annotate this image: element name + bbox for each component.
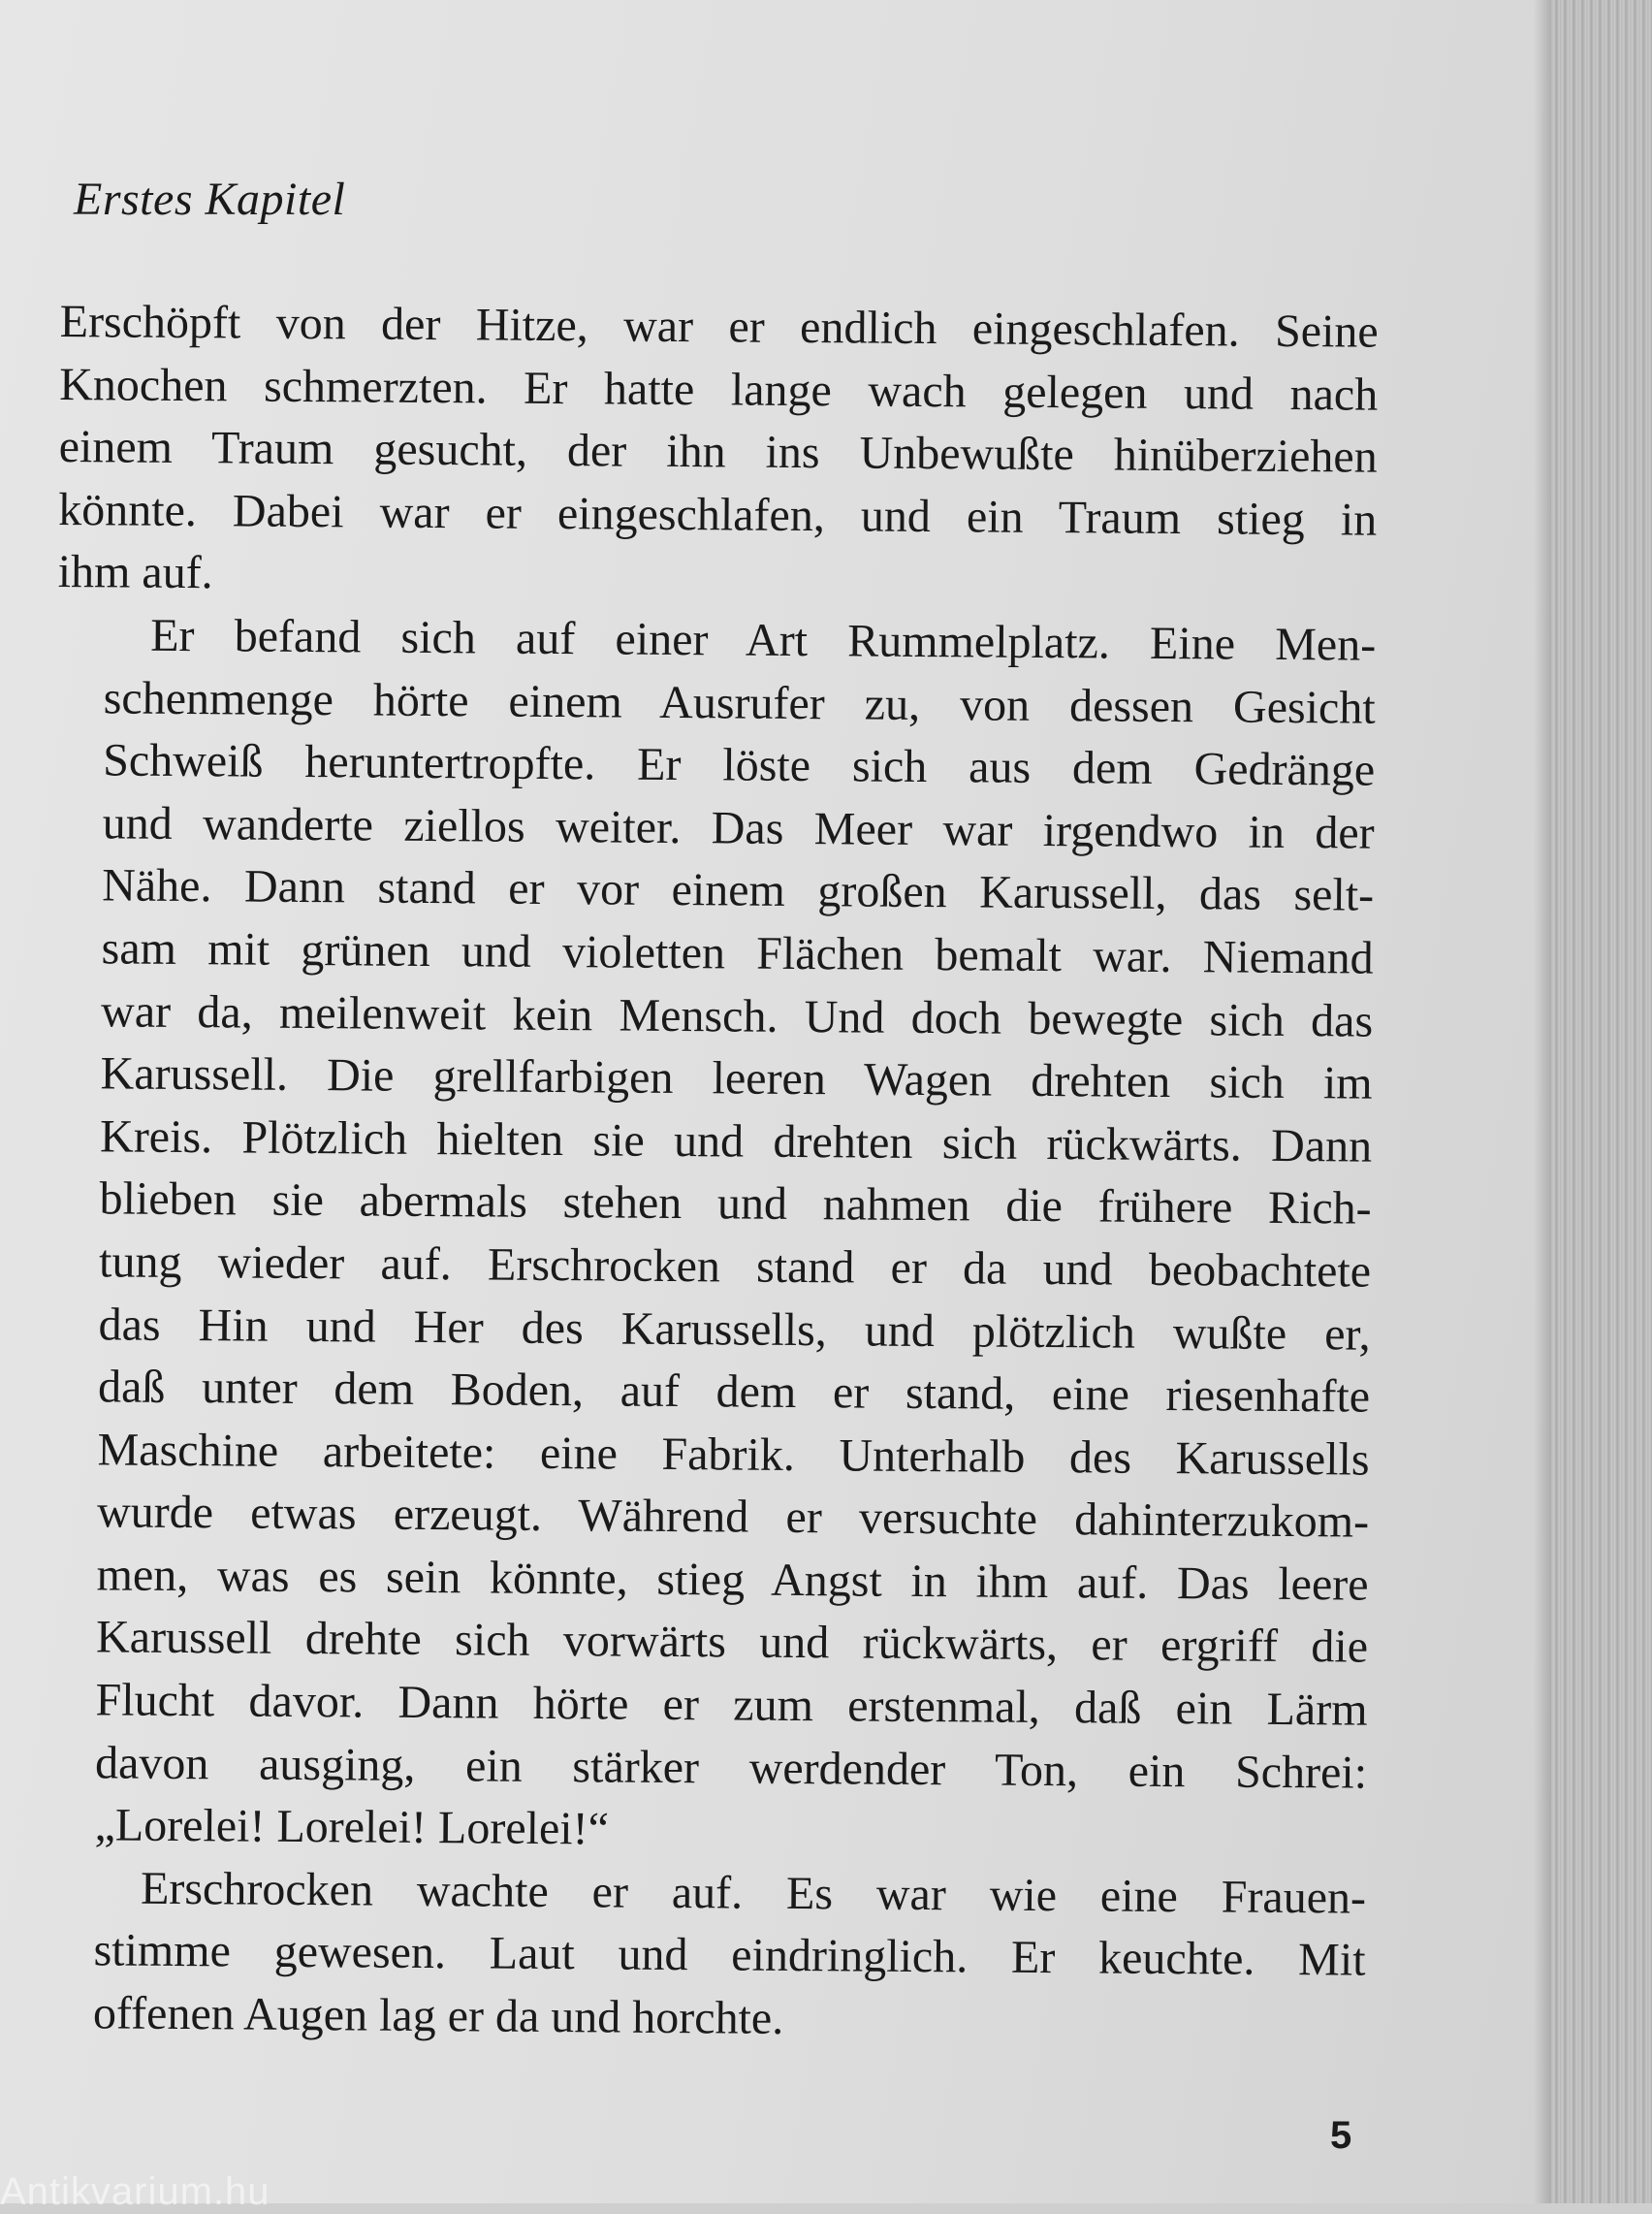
paragraph	[47, 1857, 1366, 2055]
text-line: Er befand sich auf einer Art Rummelplatz. Eine Men-	[150, 609, 1377, 671]
text-line: men, was es sein könnte, stieg Angst in ihm auf. Das leere	[96, 1549, 1369, 1611]
text-line: blieben sie abermals stehen und nahmen die frühere Rich-	[99, 1172, 1372, 1235]
paragraph	[48, 604, 1376, 1868]
page-shadow	[1534, 0, 1551, 2203]
text-line: das Hin und Her des Karussells, und plötzlich wußte er,	[98, 1298, 1371, 1361]
text-line: Erschrocken wachte er auf. Es war wie eine Frauen-	[140, 1862, 1367, 1924]
text-line: stimme gewesen. Laut und eindringlich. Er keuchte. Mit	[93, 1924, 1366, 1987]
text-line: „Lorelei! Lorelei! Lorelei!“	[94, 1799, 610, 1855]
text-line: davon ausging, ein stärker werdender Ton, ein Schrei:	[94, 1736, 1368, 1799]
body-text	[47, 291, 1379, 2055]
paragraph	[57, 291, 1378, 615]
text-line: Maschine arbeitete: eine Fabrik. Unterhalb des Karussells	[97, 1424, 1370, 1486]
book-page-edges	[1551, 0, 1652, 2203]
text-line: sam mit grünen und violetten Flächen bemalt war. Niemand	[101, 922, 1374, 984]
text-line: Schweiß heruntertropfte. Er löste sich aus dem Gedränge	[102, 734, 1376, 796]
text-line: Karussell. Die grellfarbigen leeren Wagen drehten sich im	[100, 1047, 1373, 1109]
text-line: Karussell drehte sich vorwärts und rückwärts, er ergriff die	[95, 1611, 1369, 1674]
text-line: einem Traum gesucht, der ihn ins Unbewußte hinüberziehen	[58, 421, 1378, 483]
text-line: offenen Augen lag er da und horchte.	[92, 1987, 784, 2044]
text-line: Flucht davor. Dann hörte er zum erstenmal, daß ein Lärm	[95, 1674, 1368, 1736]
page-number: 5	[1330, 2114, 1352, 2157]
text-line: wurde etwas erzeugt. Während er versuchte dahinterzukom-	[96, 1486, 1370, 1548]
text-line: war da, meilenweit kein Mensch. Und doch bewegte sich das	[100, 984, 1374, 1047]
text-line: Knochen schmerzten. Er hatte lange wach gelegen und nach	[59, 358, 1379, 421]
chapter-title: Erstes Kapitel	[74, 174, 346, 225]
text-line: ihm auf.	[57, 546, 213, 599]
text-line: und wanderte ziellos weiter. Das Meer war irgendwo in der	[102, 797, 1375, 859]
watermark-text: Antikvarium.hu	[0, 2170, 270, 2213]
text-line: schenmenge hörte einem Ausrufer zu, von dessen Gesicht	[103, 671, 1376, 734]
text-line: Kreis. Plötzlich hielten sie und drehten sich rückwärts. Dann	[99, 1110, 1373, 1172]
text-line: tung wieder auf. Erschrocken stand er da und beobachtete	[98, 1235, 1372, 1298]
text-line: könnte. Dabei war er eingeschlafen, und ein Traum stieg in	[58, 483, 1378, 546]
text-line: Nähe. Dann stand er vor einem großen Karussell, das selt-	[101, 859, 1375, 922]
text-line: daß unter dem Boden, auf dem er stand, eine riesenhafte	[97, 1361, 1371, 1423]
text-line: Erschöpft von der Hitze, war er endlich eingeschlafen. Seine	[59, 295, 1379, 358]
